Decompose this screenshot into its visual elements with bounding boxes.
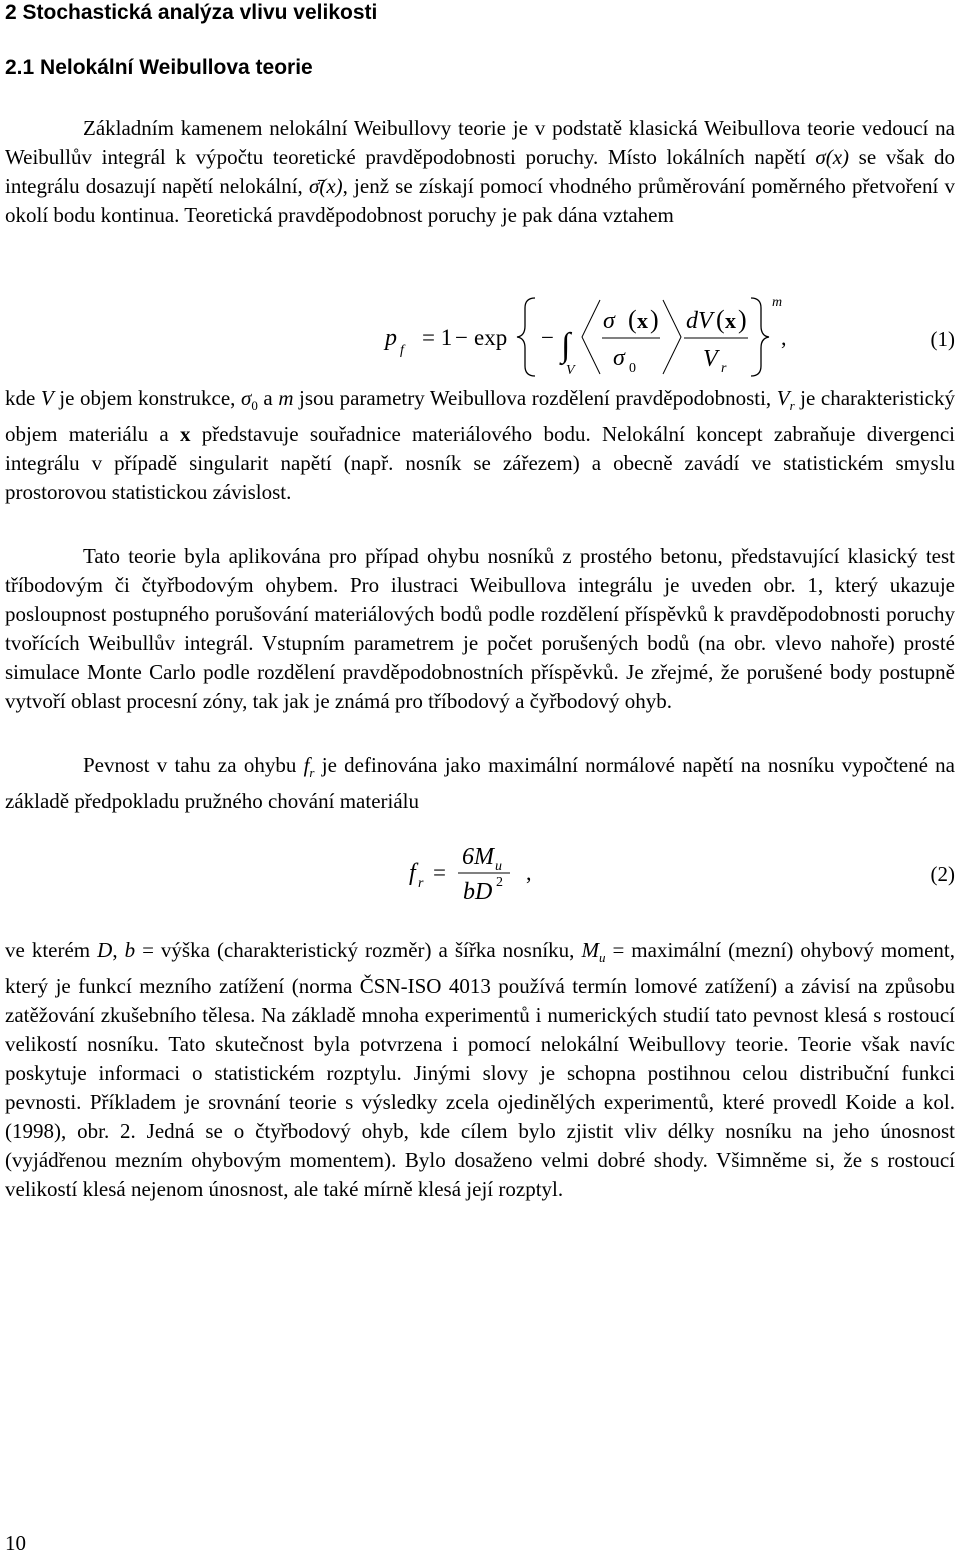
paragraph-application: Tato teorie byla aplikována pro případ ohybu nosníků z prostého betonu, představující klasický test tříbodovým či čtyřbodovým ohybem. Pro ilustraci Weibullova integrálu je uveden obr. 1, který ukazuje posloupnost postupného porušování materiálových bodů podle rozdělení příspěvků k pravděpodobnosti poruchy tvořících Weibullův integrál. Vstupním parametrem je počet porušených bodů (na obr. vlevo nahoře) prosté simulace Monte Carlo podle rozdělení pravděpodobnostních příspěvků. Je zřejmé, že porušené body postupně vytvoří oblast procesní zóny, tak jak je známá pro tříbodový a čyřbodový ohyb. [5, 544, 955, 713]
eq1-paren-close-2: ) [738, 305, 747, 334]
eq1-exp: exp [474, 325, 508, 350]
symbol-D: D [97, 938, 113, 962]
symbol-Vr: V [776, 386, 790, 410]
chapter-heading: 2 Stochastická analýza vlivu velikosti [5, 1, 378, 24]
left-angle-bracket [582, 300, 600, 374]
eq1-dV: dV [686, 308, 713, 334]
text: se však do integrálu dosazují napětí nelokální, [5, 145, 955, 198]
eq1-equals-one: = 1 [422, 325, 453, 350]
text: , [112, 938, 125, 962]
eq2-f-sub: r [418, 876, 424, 891]
eq1-Vr-sub: r [721, 361, 727, 376]
text: kde [5, 386, 41, 410]
eq2-equals: = [433, 860, 446, 885]
text: je objem konstrukce, [53, 386, 241, 410]
symbol-Vr-sub: r [789, 398, 795, 414]
symbol-sigma0: σ [241, 386, 252, 410]
eq2-f: f [409, 860, 416, 886]
eq1-minus: − [455, 325, 468, 350]
eq1-paren-open-2: ( [716, 305, 725, 334]
text: jsou parametry Weibullova rozdělení pravděpodobnosti, [293, 386, 777, 410]
eq1-p: p [385, 325, 397, 351]
text: Pevnost v tahu za ohybu [83, 753, 304, 777]
text: Základním kamenem nelokální Weibullovy teorie je v podstatě klasická Weibullova teorie vedoucí na Weibullův integrál k výpočtu teoretické pravděpodobnosti poruchy. Místo lokálních napětí [5, 116, 955, 169]
equation-2 [0, 842, 960, 904]
text: a [257, 386, 279, 410]
paragraph-definitions [5, 384, 955, 507]
paragraph-strength [5, 751, 955, 816]
paragraph-discussion [5, 936, 955, 1204]
text: ve kterém [5, 938, 98, 962]
paragraph-intro [5, 114, 955, 230]
symbol-f: f [303, 753, 310, 777]
left-brace [517, 298, 535, 376]
equation-2-formula [0, 842, 960, 904]
right-angle-bracket [663, 300, 681, 374]
eq1-x-1: x [637, 308, 648, 333]
eq1-sigma-den-sub: 0 [629, 361, 636, 376]
equation-1-formula [0, 292, 960, 382]
eq2-num-sub: u [495, 859, 502, 874]
eq2-den-sup: 2 [496, 875, 503, 890]
text: , jenž se získají pomocí vhodného průměrování poměrného přetvoření v okolí bodu kontinua. Teoretická pravděpodobnost poruchy je pak dána vztahem [5, 174, 955, 227]
integral-sign: ∫ [561, 327, 571, 364]
symbol-b: b [124, 938, 136, 962]
equation-1 [0, 292, 960, 382]
section-heading: 2.1 Nelokální Weibullova teorie [5, 56, 313, 79]
equation-1-number: (1) [930, 327, 955, 351]
eq1-sigma-den: σ [613, 345, 625, 371]
eq2-trailing-comma: , [526, 860, 532, 885]
symbol-m: m [278, 386, 294, 410]
eq1-trailing-comma: , [781, 325, 787, 350]
eq2-denominator: bD [463, 879, 493, 904]
eq1-paren-open-1: ( [628, 305, 637, 334]
eq1-sigma-num: σ [603, 308, 615, 334]
text: představuje souřadnice materiálového bodu. Nelokální koncept zabraňuje divergenci integrálu v případě singularit napětí (např. nosník se zářezem) a obecně zavádí ve statistickém smyslu prostorovou statistickou závislost. [5, 422, 955, 505]
eq1-exponent-m: m [772, 295, 783, 310]
eq1-Vr: V [703, 346, 718, 372]
integral-subscript: V [566, 363, 575, 378]
page-number: 10 [5, 1531, 26, 1555]
eq1-x-2: x [725, 308, 736, 333]
eq1-p-sub: f [400, 343, 404, 358]
local-stress-symbol: σ(x) [815, 145, 850, 169]
symbol-M-sub: u [598, 950, 606, 966]
symbol-f-sub: r [309, 765, 315, 781]
equation-2-number: (2) [930, 862, 955, 886]
text: je definována jako maximální normálové napětí na nosníku vypočtené na základě předpokladu pružného chování materiálu [5, 753, 955, 814]
eq1-minus-2: − [541, 325, 554, 350]
text: = maximální (mezní) ohybový moment, který je funkcí mezního zatížení (norma ČSN-ISO 4013 používá termín lomové zatížení) a závisí na způsobu zatěžování zkušebního tělesa. Na základě mnoha experimentů i numerických studií tato pevnost klesá s rostoucí velikostí nosníku. Tato skutečnost byla potvrzena i pomocí nelokální Weibullovy teorie. Teorie však navíc poskytuje informaci o statistickém rozptylu. Jinými slovy je schopna postihnou celou distribuční funkci pevnosti. Příkladem je srovnání teorie s výsledky zcela ojedinělých experimentů, které provedl Koide a kol. (1998), obr. 2. Jedná se o čtyřbodový ohyb, kde cílem bylo zjistit vliv délky nosníku na jeho únosnost (vyjádřenou mezním ohybovým momentem). Bylo dosaženo velmi dobré shody. Všimněme si, že s rostoucí velikostí klesá nejenom únosnost, ale také mírně klesá její rozptyl. [5, 938, 956, 1202]
eq1-paren-close-1: ) [650, 305, 659, 334]
right-brace [751, 298, 769, 376]
symbol-M: M [581, 938, 599, 962]
nonlocal-stress-symbol: σ̄(x) [308, 174, 343, 198]
eq2-numerator: 6M [462, 844, 494, 870]
symbol-x: x [179, 422, 191, 447]
symbol-V: V [40, 386, 54, 410]
text: = výška (charakteristický rozměr) a šířka nosníku, [135, 938, 582, 962]
symbol-sigma0-sub: 0 [251, 398, 258, 414]
text: je charakteristický objem materiálu a [5, 386, 955, 447]
